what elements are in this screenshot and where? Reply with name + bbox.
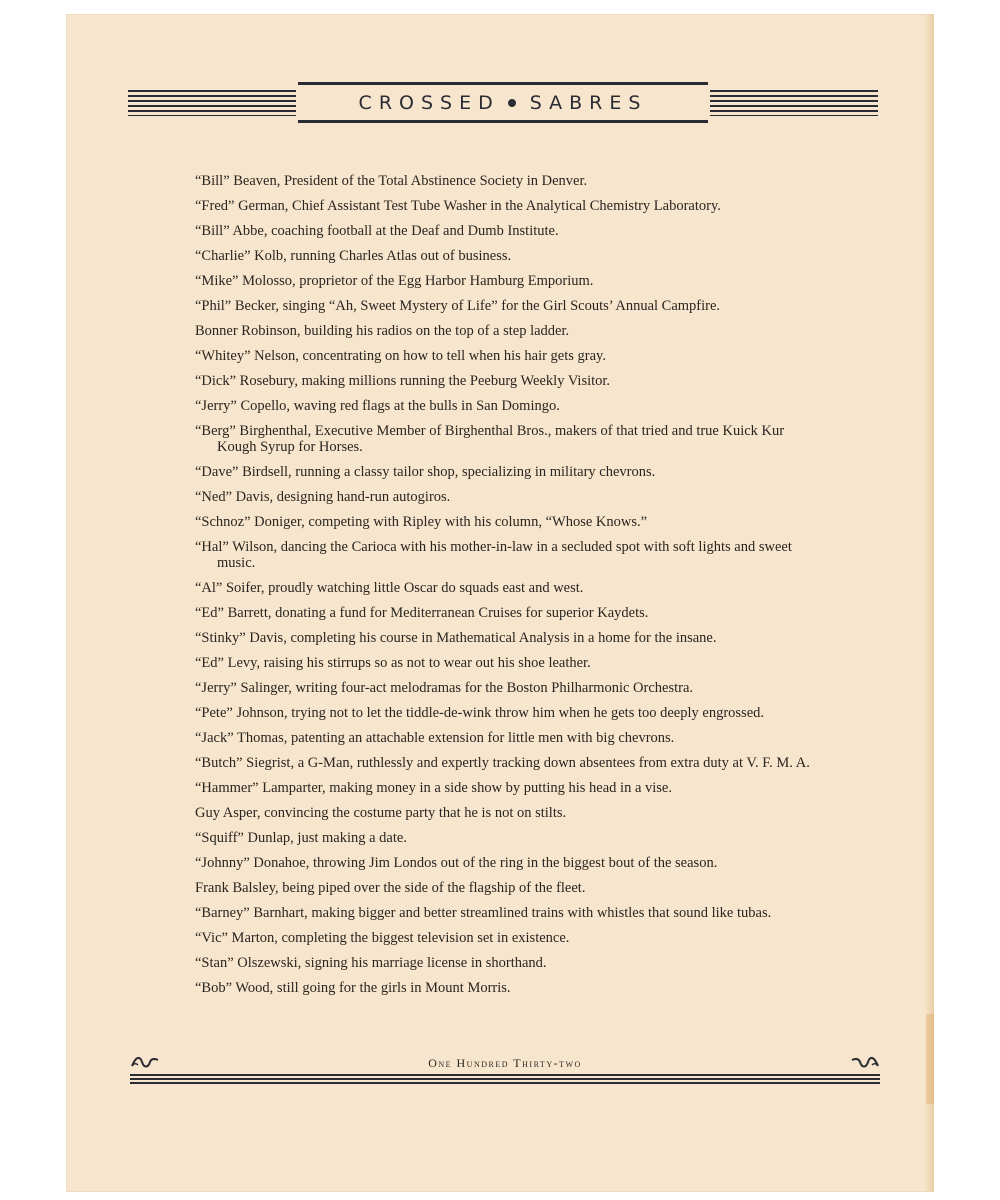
footer-rules bbox=[130, 1074, 880, 1084]
page-title bbox=[298, 90, 708, 116]
list-item: “Bob” Wood, still going for the girls in Mount Morris. bbox=[195, 980, 511, 996]
list-item: “Mike” Molosso, proprietor of the Egg Harbor Hamburg Emporium. bbox=[195, 273, 594, 289]
list-item: Frank Balsley, being piped over the side of the flagship of the fleet. bbox=[195, 880, 586, 896]
list-item: “Ed” Levy, raising his stirrups so as not to wear out his shoe leather. bbox=[195, 655, 591, 671]
page-number bbox=[130, 1056, 880, 1071]
list-item: Guy Asper, convincing the costume party that he is not on stilts. bbox=[195, 805, 567, 821]
list-item: “Hammer” Lamparter, making money in a side show by putting his head in a vise. bbox=[195, 780, 672, 796]
list-item: “Bill” Beaven, President of the Total Abstinence Society in Denver. bbox=[195, 173, 588, 189]
list-item: “Charlie” Kolb, running Charles Atlas out of business. bbox=[195, 248, 512, 264]
list-item: “Dave” Birdsell, running a classy tailor shop, specializing in military chevrons. bbox=[195, 464, 656, 480]
list-item: “Ned” Davis, designing hand-run autogiros. bbox=[195, 489, 451, 505]
title-right-word: SABRES bbox=[529, 92, 648, 114]
list-item: “Jerry” Copello, waving red flags at the bulls in San Domingo. bbox=[195, 398, 560, 414]
list-item: “Pete” Johnson, trying not to let the tiddle-de-wink throw him when he gets too deeply engrossed. bbox=[195, 705, 765, 721]
list-item: Bonner Robinson, building his radios on the top of a step ladder. bbox=[195, 323, 570, 339]
list-item: “Dick” Rosebury, making millions running the Peeburg Weekly Visitor. bbox=[195, 373, 611, 389]
list-item: “Bill” Abbe, coaching football at the Deaf and Dumb Institute. bbox=[195, 223, 559, 239]
page-number-text: One Hundred Thirty-two bbox=[428, 1056, 582, 1070]
title-bullet-icon bbox=[508, 99, 516, 107]
list-item: “Squiff” Dunlap, just making a date. bbox=[195, 830, 407, 846]
prophecy-list bbox=[195, 173, 820, 1005]
title-left-word: CROSSED bbox=[358, 92, 500, 114]
list-item: “Barney” Barnhart, making bigger and better streamlined trains with whistles that sound like tubas. bbox=[195, 905, 772, 921]
page-header-banner bbox=[128, 82, 878, 124]
list-item: “Vic” Marton, completing the biggest television set in existence. bbox=[195, 930, 570, 946]
swash-ornament-icon bbox=[850, 1054, 880, 1070]
list-item: “Fred” German, Chief Assistant Test Tube Washer in the Analytical Chemistry Laboratory. bbox=[195, 198, 721, 214]
list-item: “Ed” Barrett, donating a fund for Mediterranean Cruises for superior Kaydets. bbox=[195, 605, 649, 621]
list-item: “Stan” Olszewski, signing his marriage license in shorthand. bbox=[195, 955, 547, 971]
list-item: “Hal” Wilson, dancing the Carioca with his mother-in-law in a secluded spot with soft lights and sweet music. bbox=[195, 539, 792, 571]
header-top-rule bbox=[298, 82, 708, 85]
list-item: “Phil” Becker, singing “Ah, Sweet Mystery of Life” for the Girl Scouts’ Annual Campfire. bbox=[195, 298, 721, 314]
list-item: “Johnny” Donahoe, throwing Jim Londos out of the ring in the biggest bout of the season. bbox=[195, 855, 718, 871]
list-item: “Stinky” Davis, completing his course in Mathematical Analysis in a home for the insane. bbox=[195, 630, 717, 646]
header-right-stripes bbox=[710, 90, 878, 116]
list-item: “Whitey” Nelson, concentrating on how to tell when his hair gets gray. bbox=[195, 348, 606, 364]
list-item: “Jerry” Salinger, writing four-act melodramas for the Boston Philharmonic Orchestra. bbox=[195, 680, 694, 696]
list-item: “Butch” Siegrist, a G-Man, ruthlessly and expertly tracking down absentees from extra duty at V. F. M. A. bbox=[195, 755, 810, 771]
list-item: “Al” Soifer, proudly watching little Oscar do squads east and west. bbox=[195, 580, 584, 596]
list-item: “Schnoz” Doniger, competing with Ripley with his column, “Whose Knows.” bbox=[195, 514, 648, 530]
page-footer bbox=[130, 1054, 880, 1086]
header-left-stripes bbox=[128, 90, 296, 116]
page-edge-stain-lower bbox=[926, 1014, 934, 1104]
list-item: “Jack” Thomas, patenting an attachable extension for little men with big chevrons. bbox=[195, 730, 675, 746]
header-bottom-rule bbox=[298, 120, 708, 123]
list-item: “Berg” Birghenthal, Executive Member of Birghenthal Bros., makers of that tried and true Kuick Kur Kough Syrup for Horses. bbox=[195, 423, 785, 455]
